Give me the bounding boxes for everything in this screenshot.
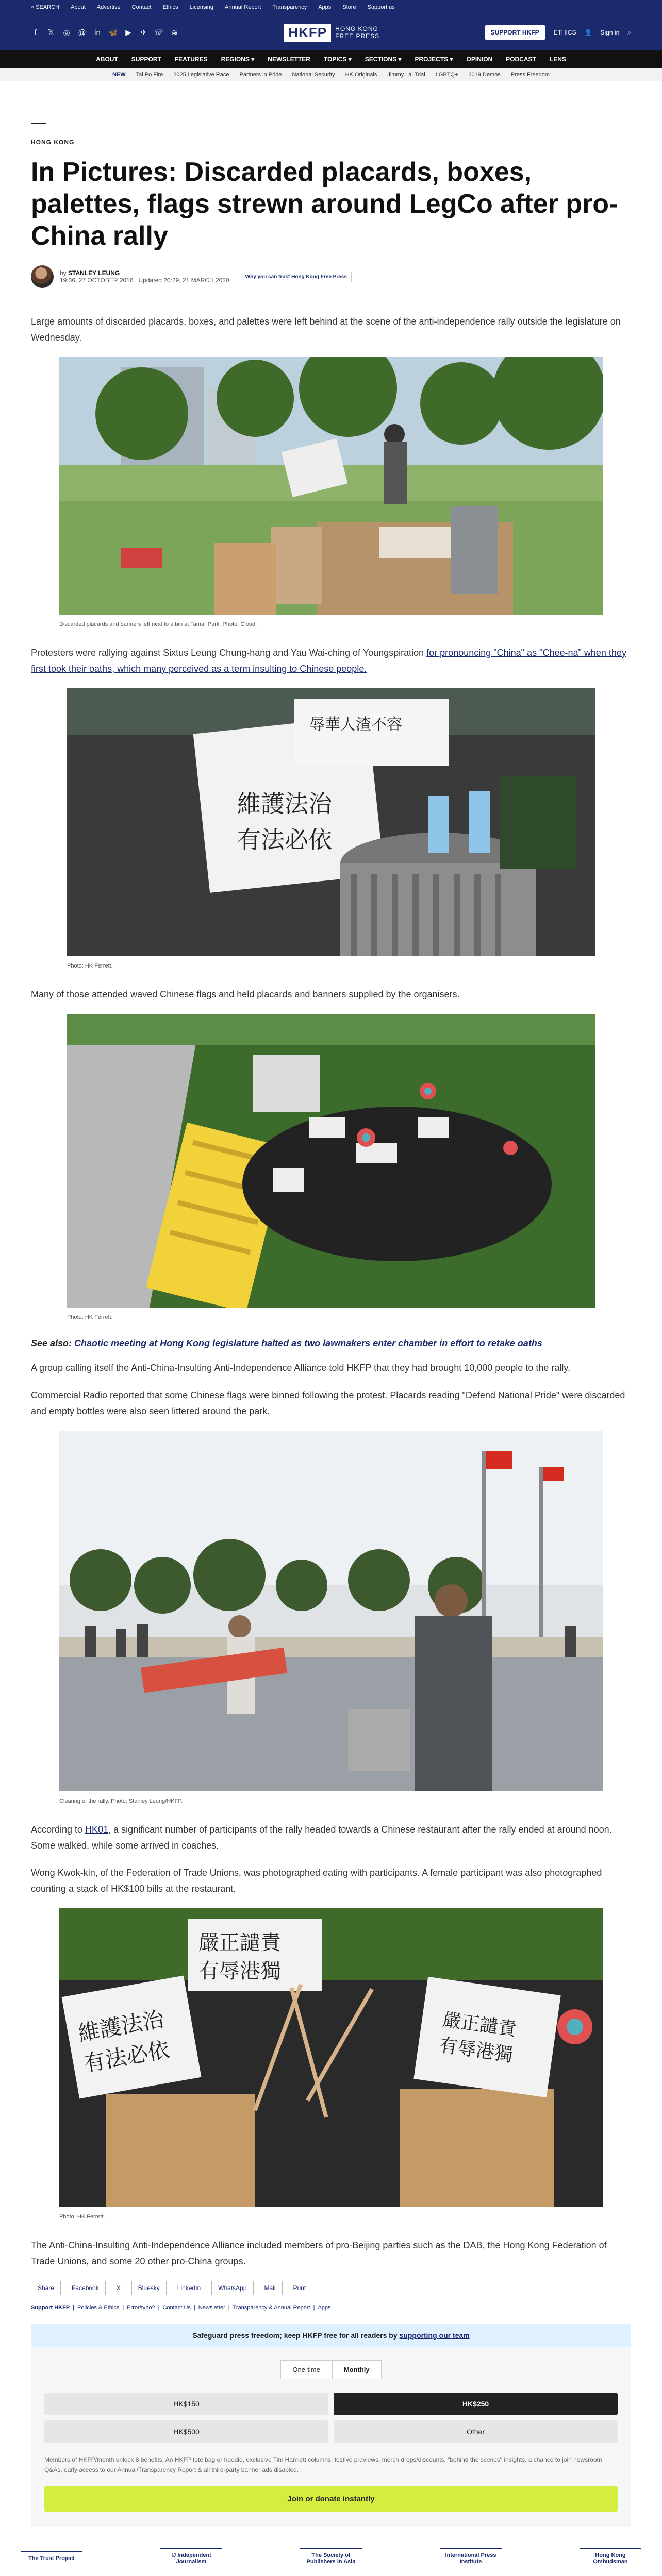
footer-link[interactable]: Policies & Ethics <box>77 2304 120 2311</box>
nav-sections[interactable]: SECTIONS ▾ <box>365 56 402 63</box>
photo-3 <box>67 1014 595 1320</box>
see-also-link[interactable]: Chaotic meeting at Hong Kong legislature halted as two lawmakers enter chamber in effort to retake oaths <box>74 1338 542 1348</box>
topbar-apps[interactable]: Apps <box>318 4 332 10</box>
paragraph: Many of those attended waved Chinese flags and held placards and banners supplied by the organisers. <box>31 989 460 999</box>
photo-palettes-flags <box>67 1014 595 1308</box>
nav-lens[interactable]: LENS <box>549 56 566 63</box>
svg-text:有辱港獨: 有辱港獨 <box>198 1959 281 1983</box>
instagram-icon[interactable]: ◎ <box>63 28 70 37</box>
threads-icon[interactable]: @ <box>78 28 86 37</box>
social-links <box>31 28 179 37</box>
article-footer-links: Support HKFP | Policies & Ethics | Error/typo? | Contact Us | Newsletter | Transparency & Annual Report | Apps <box>31 2304 331 2311</box>
paragraph-text: Protesters were rallying against Sixtus Leung Chung-hang and Yau Wai-ching of Youngspiration <box>31 648 427 658</box>
support-team-link[interactable]: supporting our team <box>399 2331 470 2340</box>
ethics-link[interactable]: ETHICS <box>553 29 576 36</box>
trending-item[interactable]: Partners in Pride <box>239 72 282 78</box>
see-also <box>31 1338 631 1349</box>
divider <box>31 123 46 124</box>
photo-caption: Discarded placards and banners left next to a bin at Tamar Park. Photo: Cloud. <box>59 621 257 628</box>
photo-clearing-rally <box>59 1431 603 1791</box>
byline-text <box>60 269 229 284</box>
share-linkedin[interactable]: LinkedIn <box>171 2281 207 2295</box>
svg-text:有法必依: 有法必依 <box>81 2037 172 2077</box>
topbar-about[interactable]: About <box>71 4 86 10</box>
whatsapp-icon[interactable]: ☏ <box>154 28 164 37</box>
photo-2 <box>67 688 595 969</box>
amount-option[interactable]: HK$150 <box>44 2393 328 2415</box>
share-x[interactable]: X <box>110 2281 127 2295</box>
trending-item[interactable]: 2025 Legislative Race <box>173 72 229 78</box>
article-title: In Pictures: Discarded placards, boxes, palettes, flags strewn around LegCo after pro-China rally <box>31 157 618 251</box>
join-button[interactable]: Join or donate instantly <box>44 2486 618 2512</box>
photo-4 <box>59 1431 603 1804</box>
photo-5 <box>59 1908 603 2220</box>
partner-logo[interactable]: The Trust Project <box>21 2551 82 2562</box>
trending-item[interactable]: 2019 Demos <box>468 72 501 78</box>
article-link[interactable]: for pronouncing "China" as "Chee-na" when they first took their oaths, which many perceived as a term insulting to Chinese people. <box>31 648 626 674</box>
nav-about[interactable]: ABOUT <box>96 56 118 63</box>
trending-bar <box>0 68 662 81</box>
share-facebook[interactable]: Facebook <box>65 2281 106 2295</box>
footer-link[interactable]: Contact Us <box>162 2304 191 2311</box>
nav-support[interactable]: SUPPORT <box>131 56 161 63</box>
topbar-advertise[interactable]: Advertise <box>96 4 121 10</box>
topbar-annual-report[interactable]: Annual Report <box>225 4 261 10</box>
see-also-label: See also: <box>31 1338 75 1348</box>
linkedin-icon[interactable]: in <box>94 28 101 37</box>
share-whatsapp[interactable]: WhatsApp <box>211 2281 253 2295</box>
support-button[interactable]: SUPPORT HKFP <box>485 25 545 40</box>
byline-prefix: by <box>60 269 67 277</box>
amount-option-selected[interactable]: HK$250 <box>334 2393 618 2415</box>
user-icon[interactable]: 👤 <box>584 29 592 36</box>
monthly-tab[interactable]: Monthly <box>332 2360 382 2379</box>
article-category[interactable]: HONG KONG <box>31 139 75 146</box>
trending-label: NEW <box>112 72 126 78</box>
publish-date: 19:36, 27 OCTOBER 2016 <box>60 277 134 284</box>
trust-badge[interactable]: Why you can trust Hong Kong Free Press <box>241 272 352 282</box>
amount-option[interactable]: HK$500 <box>44 2420 328 2443</box>
paragraph: Commercial Radio reported that some Chinese flags were binned following the protest. Placards reading "Defend National Pride" were discarded and empty bottles were also seen littered around the park. <box>31 1390 625 1416</box>
svg-text:有法必依: 有法必依 <box>237 826 332 854</box>
logo-mark: HKFP <box>284 24 331 42</box>
updated-date: Updated 20:29, 21 MARCH 2020 <box>138 277 229 284</box>
paragraph: A group calling itself the Anti-China-Insulting Anti-Independence Alliance told HKFP that they had brought 10,000 people to the rally. <box>31 1363 571 1373</box>
trending-item[interactable]: LGBTQ+ <box>435 72 458 78</box>
photo-discarded-placards <box>59 357 603 615</box>
topbar-contact[interactable]: Contact <box>131 4 152 10</box>
topbar-store[interactable]: Store <box>342 4 356 10</box>
youtube-icon[interactable]: ▶ <box>125 28 131 37</box>
membership-benefits: Members of HKFP/month unlock 8 benefits: An HKFP tote bag or hoodie, exclusive Tim Hamlett columns, festive previews, merch drops/discounts, "behind the scenes" insights, a chance to join newsroom Q&As, early access to our Annual/Transparency Report & all third-party banner ads disabled. <box>44 2456 602 2473</box>
search-label[interactable]: SEARCH <box>36 4 60 10</box>
partner-logo[interactable]: IJ Independent Journalism <box>160 2548 222 2565</box>
hk01-link[interactable]: HK01 <box>85 1824 109 1835</box>
nav-regions[interactable]: REGIONS ▾ <box>221 56 255 63</box>
paragraph <box>31 645 631 677</box>
share-print[interactable]: Print <box>287 2281 313 2295</box>
svg-text:嚴正譴責: 嚴正譴責 <box>198 1931 281 1955</box>
byline <box>31 265 631 288</box>
masthead-actions <box>485 25 631 40</box>
x-icon[interactable]: 𝕏 <box>47 28 55 37</box>
photo-caption: Photo: HK Ferrett. <box>59 2214 105 2220</box>
amount-options <box>44 2393 618 2443</box>
share-mail[interactable]: Mail <box>258 2281 283 2295</box>
amount-other[interactable]: Other <box>334 2420 618 2443</box>
paragraph: The Anti-China-Insulting Anti-Independence Alliance included members of pro-Beijing parties such as the DAB, the Hong Kong Federation of Trade Unions, and some 20 other pro-China groups. <box>31 2240 607 2266</box>
photo-caption: Photo: HK Ferrett. <box>67 963 113 969</box>
signin-link[interactable]: Sign in <box>600 29 620 36</box>
nav-opinion[interactable]: OPINION <box>466 56 493 63</box>
nav-projects[interactable]: PROJECTS ▾ <box>415 56 453 63</box>
telegram-icon[interactable]: ✈ <box>140 28 147 37</box>
paragraph-text: According to <box>31 1824 86 1835</box>
author-avatar <box>31 265 54 288</box>
photo-boxes-placards <box>59 1908 603 2207</box>
footer-link[interactable]: Support HKFP <box>31 2304 70 2311</box>
topbar-licensing[interactable]: Licensing <box>189 4 214 10</box>
footer-link[interactable]: Error/typo? <box>127 2304 155 2311</box>
topbar-transparency[interactable]: Transparency <box>272 4 307 10</box>
svg-text:辱華人渣不容: 辱華人渣不容 <box>309 716 402 734</box>
share-bar <box>31 2281 631 2295</box>
svg-text:維護法治: 維護法治 <box>237 790 332 818</box>
paragraph <box>31 1822 631 1854</box>
photo-1 <box>59 357 603 628</box>
bluesky-icon[interactable]: 🦋 <box>108 28 118 37</box>
paragraph: Wong Kwok-kin, of the Federation of Trade Unions, was photographed eating with participants. A female participant was also photographed counting a stack of HK$100 bills at the restaurant. <box>31 1868 602 1894</box>
svg-text:嚴正譴責: 嚴正譴責 <box>441 2009 518 2041</box>
trending-item[interactable]: National Security <box>292 72 335 78</box>
trending-item[interactable]: Press Freedom <box>510 72 550 78</box>
banner-text: Safeguard press freedom; keep HKFP free for all readers by <box>192 2331 400 2340</box>
topbar-ethics[interactable]: Ethics <box>162 4 178 10</box>
photo-placards-bin <box>67 688 595 956</box>
partner-logo[interactable]: Hong Kong Ombudsman <box>580 2548 641 2565</box>
masthead <box>0 14 662 50</box>
svg-text:有辱港獨: 有辱港獨 <box>438 2035 515 2066</box>
author-name[interactable]: STANLEY LEUNG <box>68 269 120 277</box>
site-logo[interactable] <box>284 24 379 42</box>
one-time-tab[interactable]: One-time <box>280 2360 332 2379</box>
main-nav <box>0 50 662 68</box>
share-bluesky[interactable]: Bluesky <box>131 2281 167 2295</box>
nav-features[interactable]: FEATURES <box>174 56 208 63</box>
trending-item[interactable]: HK Originals <box>345 72 377 78</box>
logo-line1: HONG KONG <box>335 25 378 32</box>
nav-podcast[interactable]: PODCAST <box>506 56 536 63</box>
article <box>31 81 631 2527</box>
topbar-support[interactable]: Support us <box>367 4 395 10</box>
footer-link[interactable]: Newsletter <box>198 2304 225 2311</box>
partner-logo[interactable]: The Society of Publishers in Asia <box>300 2548 362 2565</box>
photo-caption: Clearing of the rally. Photo: Stanley Leung/HKFP. <box>59 1798 183 1804</box>
facebook-icon[interactable]: f <box>34 28 37 37</box>
trending-item[interactable]: Jimmy Lai Trial <box>387 72 425 78</box>
logo-words <box>335 25 379 40</box>
footer-link[interactable]: Transparency & Annual Report <box>233 2304 310 2311</box>
search-icon[interactable]: ⌕ SEARCH <box>31 4 60 10</box>
rss-icon[interactable]: ≋ <box>171 28 178 37</box>
trending-item[interactable]: Tai Po Fire <box>136 72 163 78</box>
nav-newsletter[interactable]: NEWSLETTER <box>268 56 310 63</box>
donation-banner <box>31 2324 631 2347</box>
share-button[interactable]: Share <box>31 2281 61 2295</box>
svg-text:維護法治: 維護法治 <box>76 2006 166 2046</box>
donation-widget <box>31 2324 631 2527</box>
frequency-toggle <box>44 2360 618 2379</box>
partner-logo[interactable]: International Press Institute <box>440 2548 502 2565</box>
search-icon[interactable]: ⌕ <box>627 28 631 36</box>
top-utility-bar <box>0 0 662 14</box>
logo-line2: FREE PRESS <box>335 32 380 40</box>
paragraph-text: , a significant number of participants of the rally headed towards a Chinese restaurant after the rally ended at around noon. Some walked, while some arrived in coaches. <box>31 1824 612 1851</box>
nav-topics[interactable]: TOPICS ▾ <box>323 56 352 63</box>
partner-logos <box>0 2548 662 2565</box>
footer-link[interactable]: Apps <box>318 2304 331 2311</box>
paragraph: Large amounts of discarded placards, boxes, and palettes were left behind at the scene of the anti-independence rally outside the legislature on Wednesday. <box>31 316 621 343</box>
photo-caption: Photo: HK Ferrett. <box>67 1314 113 1320</box>
